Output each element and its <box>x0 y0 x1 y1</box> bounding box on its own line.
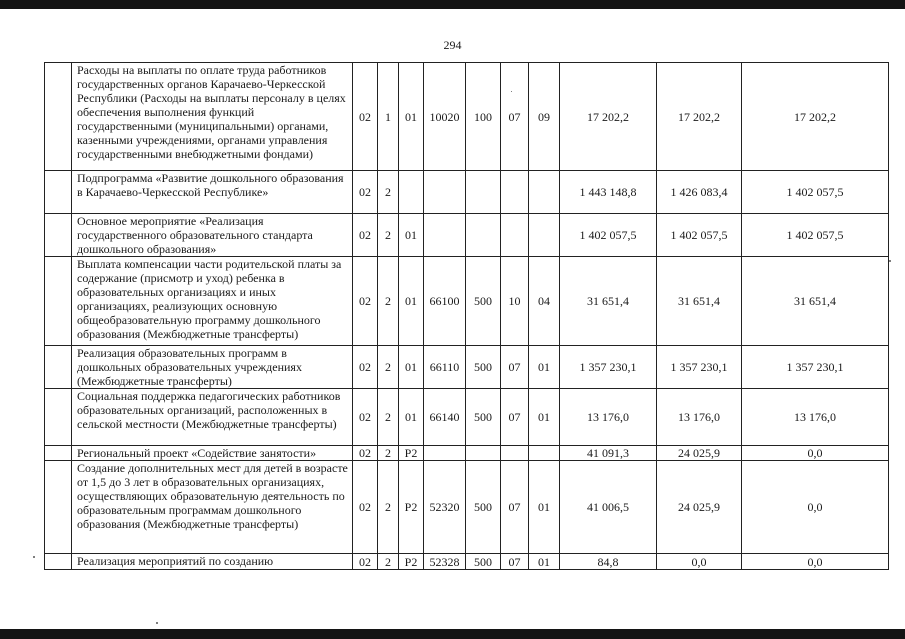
row-margin-cell <box>45 461 72 554</box>
code-cell-c3: 01 <box>399 63 424 171</box>
amount-cell-v1: 1 443 148,8 <box>560 171 657 214</box>
amount-cell-v3: 1 402 057,5 <box>742 214 889 257</box>
row-name: Создание дополнительных мест для детей в возрасте от 1,5 до 3 лет в образовательных организациях, осуществляющих образовательную деятельность по образовательным программам дошкольного образования (Межбюджетные трансферты) <box>72 461 353 554</box>
amount-cell-v1: 84,8 <box>560 554 657 570</box>
code-cell-c2: 2 <box>378 257 399 346</box>
amount-cell-v3: 0,0 <box>742 461 889 554</box>
code-cell-c5: 500 <box>466 389 501 446</box>
code-cell-c5: 500 <box>466 346 501 389</box>
row-name: Реализация образовательных программ в дошкольных образовательных учреждениях (Межбюджетные трансферты) <box>72 346 353 389</box>
row-margin-cell <box>45 171 72 214</box>
code-cell-c4: 52328 <box>424 554 466 570</box>
row-margin-cell <box>45 446 72 461</box>
code-cell-c1: 02 <box>353 214 378 257</box>
amount-cell-v2: 1 357 230,1 <box>657 346 742 389</box>
code-cell-c5: 500 <box>466 257 501 346</box>
amount-cell-v2: 13 176,0 <box>657 389 742 446</box>
code-cell-c7 <box>529 214 560 257</box>
amount-cell-v2: 1 402 057,5 <box>657 214 742 257</box>
row-margin-cell <box>45 214 72 257</box>
code-cell-c1: 02 <box>353 389 378 446</box>
code-cell-c3: P2 <box>399 554 424 570</box>
code-cell-c6: 07 <box>501 554 529 570</box>
row-margin-cell <box>45 389 72 446</box>
amount-cell-v3: 0,0 <box>742 446 889 461</box>
code-cell-c1: 02 <box>353 63 378 171</box>
table-row <box>45 214 889 257</box>
code-cell-c1: 02 <box>353 171 378 214</box>
table-row <box>45 171 889 214</box>
row-name: Региональный проект «Содействие занятости» <box>72 446 353 461</box>
amount-cell-v1: 17 202,2 <box>560 63 657 171</box>
table-row <box>45 63 889 171</box>
code-cell-c2: 2 <box>378 446 399 461</box>
code-cell-c3 <box>399 171 424 214</box>
row-name: Реализация мероприятий по созданию <box>72 554 353 570</box>
amount-cell-v2: 1 426 083,4 <box>657 171 742 214</box>
code-cell-c4 <box>424 214 466 257</box>
amount-cell-v3: 1 402 057,5 <box>742 171 889 214</box>
amount-cell-v2: 31 651,4 <box>657 257 742 346</box>
amount-cell-v1: 31 651,4 <box>560 257 657 346</box>
amount-cell-v1: 1 357 230,1 <box>560 346 657 389</box>
code-cell-c1: 02 <box>353 346 378 389</box>
amount-cell-v2: 17 202,2 <box>657 63 742 171</box>
code-cell-c3: 01 <box>399 389 424 446</box>
code-cell-c2: 2 <box>378 171 399 214</box>
scan-border-top <box>0 0 905 9</box>
code-cell-c3: P2 <box>399 461 424 554</box>
code-cell-c6 <box>501 446 529 461</box>
table-row <box>45 461 889 554</box>
code-cell-c6 <box>501 214 529 257</box>
code-cell-c2: 1 <box>378 63 399 171</box>
row-margin-cell <box>45 63 72 171</box>
amount-cell-v1: 13 176,0 <box>560 389 657 446</box>
code-cell-c4: 66110 <box>424 346 466 389</box>
code-cell-c1: 02 <box>353 461 378 554</box>
amount-cell-v1: 1 402 057,5 <box>560 214 657 257</box>
table-row <box>45 554 889 570</box>
code-cell-c7: 09 <box>529 63 560 171</box>
amount-cell-v1: 41 091,3 <box>560 446 657 461</box>
row-name: Расходы на выплаты по оплате труда работников государственных органов Карачаево-Черкесской Республики (Расходы на выплаты персоналу в целях обеспечения выполнения функций государственными (муниципальными) органами, казенными учреждениями, органами управления государственными внебюджетными фондами) <box>72 63 353 171</box>
code-cell-c7: 01 <box>529 389 560 446</box>
code-cell-c4: 66100 <box>424 257 466 346</box>
row-margin-cell <box>45 346 72 389</box>
amount-cell-v3: 31 651,4 <box>742 257 889 346</box>
code-cell-c5 <box>466 214 501 257</box>
row-margin-cell <box>45 554 72 570</box>
code-cell-c4: 10020 <box>424 63 466 171</box>
code-cell-c6: 10 <box>501 257 529 346</box>
code-cell-c3: 01 <box>399 214 424 257</box>
code-cell-c5 <box>466 446 501 461</box>
code-cell-c7: 04 <box>529 257 560 346</box>
code-cell-c3: 01 <box>399 257 424 346</box>
code-cell-c2: 2 <box>378 554 399 570</box>
code-cell-c7 <box>529 446 560 461</box>
code-cell-c2: 2 <box>378 346 399 389</box>
code-cell-c2: 2 <box>378 214 399 257</box>
row-name: Подпрограмма «Развитие дошкольного образования в Карачаево-Черкесской Республике» <box>72 171 353 214</box>
code-cell-c3: 01 <box>399 346 424 389</box>
code-cell-c7: 01 <box>529 554 560 570</box>
code-cell-c7: 01 <box>529 461 560 554</box>
table-row <box>45 346 889 389</box>
code-cell-c5: 100 <box>466 63 501 171</box>
scan-border-bottom <box>0 629 905 639</box>
amount-cell-v2: 24 025,9 <box>657 446 742 461</box>
scan-speck <box>33 556 35 558</box>
code-cell-c5: 500 <box>466 461 501 554</box>
table-row <box>45 257 889 346</box>
amount-cell-v3: 0,0 <box>742 554 889 570</box>
code-cell-c4 <box>424 171 466 214</box>
scan-speck <box>156 622 158 624</box>
code-cell-c6 <box>501 171 529 214</box>
code-cell-c7 <box>529 171 560 214</box>
code-cell-c4 <box>424 446 466 461</box>
row-name: Выплата компенсации части родительской платы за содержание (присмотр и уход) ребенка в образовательных организациях и иных организациях, реализующих основную общеобразовательную программу дошкольного образования (Межбюджетные трансферты) <box>72 257 353 346</box>
table-row <box>45 446 889 461</box>
scan-speck <box>889 260 891 262</box>
amount-cell-v2: 0,0 <box>657 554 742 570</box>
code-cell-c6: 07 <box>501 461 529 554</box>
row-name: Социальная поддержка педагогических работников образовательных организаций, расположенных в сельской местности (Межбюджетные трансферты) <box>72 389 353 446</box>
budget-table <box>44 62 889 570</box>
code-cell-c4: 52320 <box>424 461 466 554</box>
code-cell-c5: 500 <box>466 554 501 570</box>
code-cell-c3: P2 <box>399 446 424 461</box>
code-cell-c6: 07 <box>501 346 529 389</box>
amount-cell-v3: 17 202,2 <box>742 63 889 171</box>
amount-cell-v3: 13 176,0 <box>742 389 889 446</box>
page-number: 294 <box>443 38 462 52</box>
scan-speck <box>511 91 512 92</box>
code-cell-c2: 2 <box>378 461 399 554</box>
code-cell-c4: 66140 <box>424 389 466 446</box>
code-cell-c1: 02 <box>353 257 378 346</box>
amount-cell-v1: 41 006,5 <box>560 461 657 554</box>
amount-cell-v2: 24 025,9 <box>657 461 742 554</box>
table-row <box>45 389 889 446</box>
code-cell-c2: 2 <box>378 389 399 446</box>
code-cell-c5 <box>466 171 501 214</box>
code-cell-c1: 02 <box>353 554 378 570</box>
code-cell-c6: 07 <box>501 389 529 446</box>
code-cell-c7: 01 <box>529 346 560 389</box>
row-name: Основное мероприятие «Реализация государственного образовательного стандарта дошкольного образования» <box>72 214 353 257</box>
code-cell-c6: 07 <box>501 63 529 171</box>
row-margin-cell <box>45 257 72 346</box>
code-cell-c1: 02 <box>353 446 378 461</box>
amount-cell-v3: 1 357 230,1 <box>742 346 889 389</box>
